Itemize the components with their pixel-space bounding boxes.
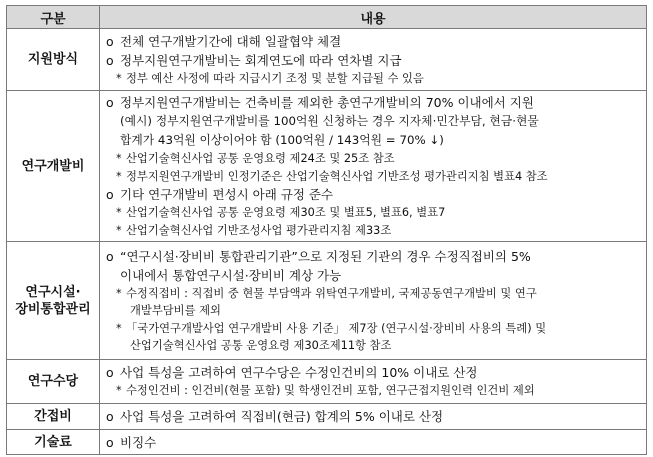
note-item: * 「국가연구개발사업 연구개발비 사용 기준」 제7장 (연구시설·장비비 사용의 특례) 및 — [116, 321, 547, 335]
content-cell — [100, 360, 647, 404]
note-item-continued: 산업기술혁신사업 공통 운영요령 제30조제11항 참조 — [130, 339, 392, 352]
list-item-continued: 합계가 43억원 이상이어야 함 (100억원 / 143억원 = 70% ↓) — [120, 133, 444, 147]
table-row-rnd-cost — [7, 91, 647, 242]
category-cell: 지원방식 — [7, 29, 100, 91]
note-item: * 산업기술혁신사업 공통 운영요령 제24조 및 25조 참조 — [116, 152, 395, 165]
note-item: * 수정직접비 : 직접비 중 현물 부담액과 위탁연구개발비, 국제공동연구개발비 및 연구 — [116, 286, 537, 300]
header-content: 내용 — [100, 6, 647, 29]
list-item: o 정부지원연구개발비는 건축비를 제외한 총연구개발비의 70% 이내에서 지원 — [106, 95, 534, 110]
list-item: o “연구시설·장비비 통합관리기관”으로 지정된 기관의 경우 수정직접비의 5% — [106, 248, 531, 264]
content-cell — [100, 242, 647, 360]
content-cell — [100, 430, 647, 455]
table-row-royalty — [7, 430, 647, 455]
list-item: o 비징수 — [106, 434, 157, 450]
list-item-continued: (예시) 정부지원연구개발비를 100억원 신청하는 경우 지자체·민간부담, 현금·현물 — [120, 114, 539, 128]
category-cell: 기술료 — [7, 430, 100, 455]
category-cell: 연구수당 — [7, 360, 100, 404]
note-item: * 수정인건비 : 인건비(현물 포함) 및 학생인건비 포함, 연구근접지원인력 인건비 제외 — [116, 384, 535, 398]
note-item: * 정부지원연구개발비 인정기준은 산업기술혁신사업 기반조성 평가관리지침 별표4 참조 — [116, 169, 548, 183]
list-item: o 사업 특성을 고려하여 연구수당은 수정인건비의 10% 이내로 산정 — [106, 365, 478, 381]
category-cell: 간접비 — [7, 404, 100, 430]
funding-table — [6, 5, 647, 455]
note-item: * 정부 예산 사정에 따라 지급시기 조정 및 분할 지급될 수 있음 — [116, 71, 424, 85]
header-category: 구분 — [7, 6, 100, 29]
header-row — [7, 6, 647, 29]
table-row-equipment — [7, 242, 647, 360]
list-item-continued: 이내에서 통합연구시설·장비비 계상 가능 — [120, 267, 342, 283]
list-item: o 사업 특성을 고려하여 직접비(현금) 합계의 5% 이내로 산정 — [106, 409, 444, 424]
table-row-support-method — [7, 29, 647, 91]
category-cell: 연구개발비 — [7, 91, 100, 242]
list-item: o 정부지원연구개발비는 회계연도에 따라 연차별 지급 — [106, 52, 402, 68]
content-cell — [100, 404, 647, 430]
list-item: o 전체 연구개발기간에 대해 일괄협약 체결 — [106, 33, 342, 49]
content-cell — [100, 29, 647, 91]
note-item: * 산업기술혁신사업 공통 운영요령 제30조 및 별표5, 별표6, 별표7 — [116, 206, 446, 219]
table-row-indirect-cost — [7, 404, 647, 430]
content-cell — [100, 91, 647, 242]
list-item: o 기타 연구개발비 편성시 아래 규정 준수 — [106, 187, 334, 202]
category-cell: 연구시설· 장비통합관리 — [7, 242, 100, 360]
note-item-continued: 개발부담비를 제외 — [130, 304, 221, 317]
note-item: * 산업기술혁신사업 기반조성사업 평가관리지침 제33조 — [116, 223, 392, 237]
table-row-research-allowance — [7, 360, 647, 404]
